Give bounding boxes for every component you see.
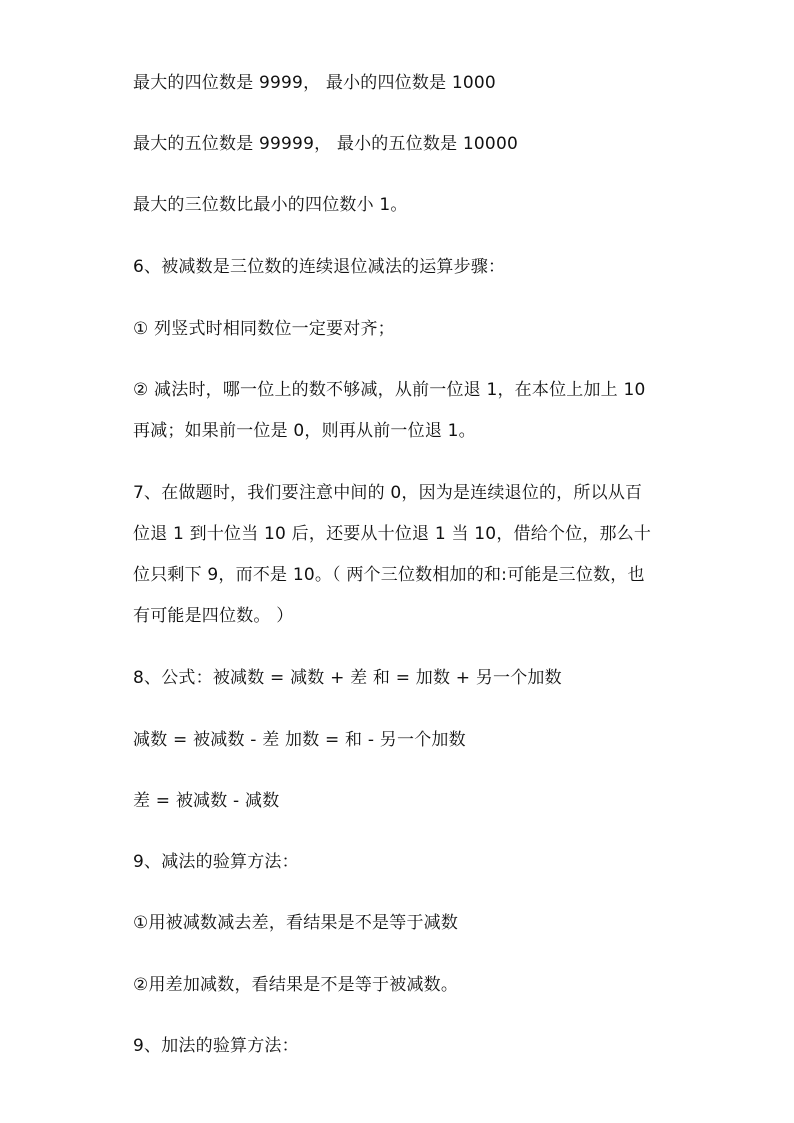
text-line: 6、被减数是三位数的连续退位减法的运算步骤： — [133, 257, 506, 277]
text-line: ②用差加减数，看结果是不是等于被减数。 — [133, 975, 459, 995]
text-line: 最大的五位数是 99999， 最小的五位数是 10000 — [133, 134, 518, 154]
text-line: 差 = 被减数 - 减数 — [133, 791, 280, 811]
text-line: 9、减法的验算方法： — [133, 852, 299, 872]
text-line: 位只剩下 9，而不是 10。（ 两个三位数相加的和:可能是三位数，也 — [133, 565, 645, 585]
text-line: 有可能是四位数。 ） — [133, 606, 294, 626]
text-line: 8、公式：被减数 = 减数 + 差 和 = 加数 + 另一个加数 — [133, 668, 562, 688]
text-line: 再减；如果前一位是 0，则再从前一位退 1。 — [133, 421, 476, 441]
text-line: 位退 1 到十位当 10 后，还要从十位退 1 当 10，借给个位，那么十 — [133, 524, 652, 544]
text-line: 减数 = 被减数 - 差 加数 = 和 - 另一个加数 — [133, 730, 466, 750]
text-line: 7、在做题时，我们要注意中间的 0，因为是连续退位的，所以从百 — [133, 483, 643, 503]
text-line: ① 列竖式时相同数位一定要对齐； — [133, 319, 395, 339]
text-line: 最大的四位数是 9999， 最小的四位数是 1000 — [133, 73, 496, 93]
text-line: 9、加法的验算方法： — [133, 1036, 299, 1056]
text-line: ①用被减数减去差，看结果是不是等于减数 — [133, 913, 459, 933]
text-line: ② 减法时，哪一位上的数不够减，从前一位退 1，在本位上加上 10 — [133, 380, 646, 400]
text-line: 最大的三位数比最小的四位数小 1。 — [133, 195, 408, 215]
